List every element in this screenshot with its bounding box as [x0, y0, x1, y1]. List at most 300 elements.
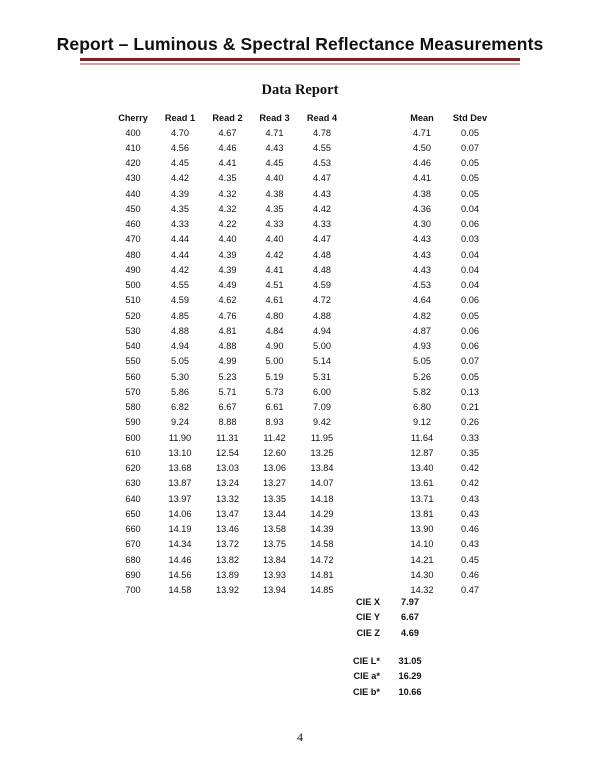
std-dev-cell: 0.04	[461, 249, 479, 260]
std-dev-cell: 0.43	[461, 493, 479, 504]
column-spacer	[346, 156, 398, 171]
read1-cell: 4.88	[171, 325, 189, 336]
read3-cell: 4.41	[265, 264, 284, 275]
std-dev-cell: 0.43	[461, 539, 479, 550]
wavelength-cell: 400	[125, 127, 141, 138]
table-row	[110, 506, 494, 521]
read2-cell: 4.76	[218, 310, 237, 321]
mean-cell: 4.43	[413, 234, 431, 245]
wavelength-cell: 640	[125, 493, 141, 504]
std-dev-cell: 0.42	[461, 478, 479, 489]
read2-cell: 5.71	[218, 386, 237, 397]
cie-lab-row	[330, 669, 440, 685]
read1-cell: 4.39	[171, 188, 189, 199]
mean-cell: 4.38	[413, 188, 431, 199]
mean-cell: 4.64	[413, 295, 431, 306]
read1-cell: 4.55	[171, 280, 189, 291]
table-row	[110, 384, 494, 399]
read4-cell: 4.48	[313, 249, 331, 260]
read3-cell: 4.40	[265, 234, 284, 245]
column-spacer	[346, 293, 398, 308]
table-header-row	[110, 110, 494, 125]
read1-cell: 4.94	[171, 341, 189, 352]
std-dev-cell: 0.03	[461, 234, 479, 245]
column-spacer	[346, 125, 398, 140]
wavelength-cell: 650	[125, 508, 141, 519]
std-dev-cell: 0.26	[461, 417, 479, 428]
cie-lab-block	[330, 653, 440, 700]
read1-cell: 5.30	[171, 371, 189, 382]
wavelength-cell: 560	[125, 371, 141, 382]
read4-cell: 7.09	[313, 402, 331, 413]
std-dev-cell: 0.47	[461, 585, 479, 596]
mean-cell: 13.81	[410, 508, 434, 519]
read1-cell: 4.42	[171, 264, 189, 275]
table-row	[110, 430, 494, 445]
cie-xyz-row	[330, 594, 440, 610]
wavelength-cell: 500	[125, 280, 141, 291]
read2-cell: 4.67	[218, 127, 237, 138]
std-dev-cell: 0.05	[461, 158, 479, 169]
read1-cell: 4.44	[171, 234, 189, 245]
wavelength-cell: 410	[125, 142, 141, 153]
read1-cell: 14.06	[168, 508, 192, 519]
cie-lab-row	[330, 684, 440, 700]
read3-cell: 13.84	[263, 554, 286, 565]
column-spacer	[346, 201, 398, 216]
read4-cell: 6.00	[313, 386, 331, 397]
read3-cell: 13.58	[263, 524, 286, 535]
std-dev-cell: 0.06	[461, 341, 479, 352]
table-row	[110, 491, 494, 506]
read4-cell: 4.59	[313, 280, 331, 291]
wavelength-cell: 620	[125, 463, 141, 474]
table-row	[110, 445, 494, 460]
wavelength-cell: 420	[125, 158, 141, 169]
mean-cell: 4.53	[413, 280, 431, 291]
std-dev-cell: 0.46	[461, 524, 479, 535]
column-spacer	[346, 369, 398, 384]
read2-cell: 13.03	[216, 463, 239, 474]
read4-cell: 13.25	[310, 447, 334, 458]
std-dev-cell: 0.05	[461, 310, 479, 321]
cie-xyz-label: CIE Z	[356, 627, 380, 638]
mean-cell: 13.61	[410, 478, 434, 489]
read3-cell: 4.43	[265, 142, 284, 153]
read4-cell: 4.53	[313, 158, 331, 169]
cie-lab-value: 16.29	[398, 671, 422, 682]
std-dev-cell: 0.07	[461, 142, 479, 153]
column-spacer	[346, 232, 398, 247]
read2-cell: 13.92	[216, 585, 239, 596]
wavelength-cell: 440	[125, 188, 141, 199]
read1-cell: 14.34	[168, 539, 192, 550]
column-spacer	[346, 552, 398, 567]
read1-cell: 14.19	[168, 524, 192, 535]
wavelength-cell: 680	[125, 554, 141, 565]
read4-cell: 4.47	[313, 234, 331, 245]
std-dev-cell: 0.07	[461, 356, 479, 367]
column-spacer	[346, 461, 398, 476]
wavelength-cell: 430	[125, 173, 141, 184]
mean-cell: 4.43	[413, 249, 431, 260]
read3-cell: 4.51	[265, 280, 284, 291]
read2-cell: 4.40	[218, 234, 237, 245]
read3-cell: 13.94	[263, 585, 286, 596]
mean-cell: 14.21	[410, 554, 434, 565]
mean-cell: 14.10	[410, 539, 434, 550]
read3-cell: 13.93	[263, 569, 286, 580]
read2-cell: 13.46	[216, 524, 239, 535]
read4-cell: 11.95	[310, 432, 334, 443]
read4-cell: 4.72	[313, 295, 331, 306]
column-spacer	[346, 278, 398, 293]
read3-cell: 6.61	[265, 402, 284, 413]
read2-cell: 13.89	[216, 569, 239, 580]
read4-cell: 14.18	[310, 493, 334, 504]
read2-cell: 4.41	[218, 158, 237, 169]
wavelength-cell: 510	[125, 295, 141, 306]
table-row	[110, 262, 494, 277]
read3-cell: 13.06	[263, 463, 286, 474]
table-row	[110, 186, 494, 201]
column-spacer	[346, 140, 398, 155]
read2-cell: 4.62	[218, 295, 237, 306]
read4-cell: 5.31	[313, 371, 331, 382]
read3-cell: 4.45	[265, 158, 284, 169]
read3-cell: 13.27	[263, 478, 286, 489]
mean-cell: 4.46	[413, 158, 431, 169]
std-dev-cell: 0.06	[461, 325, 479, 336]
read4-cell: 5.14	[313, 356, 331, 367]
read1-cell: 14.46	[168, 554, 192, 565]
column-spacer	[346, 323, 398, 338]
read2-cell: 4.39	[218, 264, 237, 275]
table-body	[110, 125, 494, 598]
read2-cell: 5.23	[218, 371, 237, 382]
read4-cell: 14.29	[310, 508, 334, 519]
mean-cell: 4.43	[413, 264, 431, 275]
read2-cell: 13.32	[216, 493, 239, 504]
column-spacer	[346, 445, 398, 460]
read4-cell: 5.00	[313, 341, 331, 352]
mean-cell: 14.32	[410, 585, 434, 596]
wavelength-cell: 670	[125, 539, 141, 550]
std-dev-cell: 0.05	[461, 371, 479, 382]
read3-cell: 12.60	[263, 447, 286, 458]
column-spacer	[346, 400, 398, 415]
read3-cell: 5.00	[265, 356, 284, 367]
column-spacer	[346, 354, 398, 369]
column-spacer	[346, 567, 398, 582]
cie-xyz-label: CIE Y	[356, 612, 380, 623]
cie-xyz-value: 7.97	[401, 596, 419, 607]
column-spacer	[346, 186, 398, 201]
cie-xyz-block	[330, 594, 440, 641]
cie-xyz-row	[330, 625, 440, 641]
std-dev-cell: 0.06	[461, 219, 479, 230]
cie-lab-label: CIE b*	[352, 686, 380, 697]
read3-cell: 13.75	[263, 539, 286, 550]
cie-lab-label: CIE L*	[352, 655, 380, 666]
read2-cell: 4.35	[218, 173, 237, 184]
column-header-read4: Read 4	[306, 112, 338, 123]
header-rule-dark	[80, 58, 520, 61]
table-row	[110, 567, 494, 582]
read1-cell: 4.56	[171, 142, 189, 153]
read4-cell: 14.81	[310, 569, 334, 580]
table-row	[110, 369, 494, 384]
column-header-read2: Read 2	[212, 112, 243, 123]
std-dev-cell: 0.45	[461, 554, 479, 565]
read4-cell: 4.43	[313, 188, 331, 199]
read2-cell: 13.72	[216, 539, 239, 550]
column-header-mean: Mean	[410, 112, 434, 123]
cie-lab-value: 31.05	[398, 655, 422, 666]
read2-cell: 4.49	[218, 280, 237, 291]
mean-cell: 13.71	[410, 493, 434, 504]
read1-cell: 4.42	[171, 173, 189, 184]
column-spacer	[346, 430, 398, 445]
column-spacer	[346, 384, 398, 399]
std-dev-cell: 0.13	[461, 386, 479, 397]
read1-cell: 13.68	[168, 463, 192, 474]
read1-cell: 14.56	[168, 569, 192, 580]
section-title: Data Report	[261, 82, 339, 98]
read1-cell: 5.86	[171, 386, 189, 397]
read2-cell: 12.54	[216, 447, 239, 458]
read4-cell: 4.55	[313, 142, 331, 153]
read2-cell: 13.24	[216, 478, 239, 489]
table-row	[110, 278, 494, 293]
table-row	[110, 171, 494, 186]
table-row	[110, 247, 494, 262]
read1-cell: 13.10	[168, 447, 192, 458]
read2-cell: 4.81	[218, 325, 237, 336]
read3-cell: 13.44	[263, 508, 286, 519]
mean-cell: 9.12	[413, 417, 431, 428]
column-spacer	[346, 110, 398, 125]
table-row	[110, 308, 494, 323]
mean-cell: 11.64	[410, 432, 434, 443]
column-spacer	[346, 339, 398, 354]
wavelength-cell: 460	[125, 219, 141, 230]
wavelength-cell: 550	[125, 356, 141, 367]
wavelength-cell: 540	[125, 341, 141, 352]
cie-xyz-row	[330, 610, 440, 626]
read1-cell: 13.87	[168, 478, 192, 489]
wavelength-cell: 580	[125, 402, 141, 413]
wavelength-cell: 660	[125, 524, 141, 535]
std-dev-cell: 0.04	[461, 280, 479, 291]
column-header-std-dev: Std Dev	[452, 112, 488, 123]
mean-cell: 4.82	[413, 310, 431, 321]
wavelength-cell: 630	[125, 478, 141, 489]
read4-cell: 4.94	[313, 325, 331, 336]
read1-cell: 4.85	[171, 310, 189, 321]
page-number: 4	[297, 730, 303, 744]
read4-cell: 4.48	[313, 264, 331, 275]
column-spacer	[346, 506, 398, 521]
std-dev-cell: 0.05	[461, 127, 479, 138]
std-dev-cell: 0.05	[461, 173, 479, 184]
mean-cell: 5.82	[413, 386, 431, 397]
read2-cell: 13.47	[216, 508, 239, 519]
mean-cell: 4.30	[413, 219, 431, 230]
read4-cell: 13.84	[310, 463, 334, 474]
read3-cell: 4.40	[265, 173, 284, 184]
wavelength-cell: 600	[125, 432, 141, 443]
read2-cell: 8.88	[218, 417, 237, 428]
read1-cell: 4.70	[171, 127, 189, 138]
wavelength-cell: 590	[125, 417, 141, 428]
table-row	[110, 339, 494, 354]
wavelength-cell: 470	[125, 234, 141, 245]
read2-cell: 11.31	[216, 432, 239, 443]
mean-cell: 5.26	[413, 371, 431, 382]
read1-cell: 4.45	[171, 158, 189, 169]
cie-lab-row	[330, 653, 440, 669]
read1-cell: 13.97	[168, 493, 192, 504]
column-spacer	[346, 262, 398, 277]
read1-cell: 4.33	[171, 219, 189, 230]
read4-cell: 9.42	[313, 417, 331, 428]
mean-cell: 4.71	[413, 127, 431, 138]
wavelength-cell: 450	[125, 203, 141, 214]
table-row	[110, 537, 494, 552]
mean-cell: 4.41	[413, 173, 431, 184]
table-row	[110, 461, 494, 476]
read3-cell: 4.42	[265, 249, 284, 260]
read3-cell: 4.80	[265, 310, 284, 321]
std-dev-cell: 0.35	[461, 447, 479, 458]
cie-lab-value: 10.66	[398, 686, 422, 697]
read1-cell: 4.35	[171, 203, 189, 214]
wavelength-cell: 520	[125, 310, 141, 321]
read2-cell: 4.32	[218, 188, 237, 199]
read4-cell: 4.47	[313, 173, 331, 184]
std-dev-cell: 0.05	[461, 188, 479, 199]
wavelength-cell: 530	[125, 325, 141, 336]
column-spacer	[346, 537, 398, 552]
read1-cell: 11.90	[168, 432, 192, 443]
read2-cell: 4.39	[218, 249, 237, 260]
std-dev-cell: 0.43	[461, 508, 479, 519]
column-header-read3: Read 3	[259, 112, 290, 123]
read3-cell: 5.73	[265, 386, 284, 397]
table-row	[110, 232, 494, 247]
cie-lab-label: CIE a*	[353, 671, 380, 682]
column-spacer	[346, 217, 398, 232]
column-spacer	[346, 476, 398, 491]
std-dev-cell: 0.21	[461, 402, 479, 413]
read3-cell: 4.90	[265, 341, 284, 352]
read3-cell: 4.71	[265, 127, 284, 138]
mean-cell: 4.87	[413, 325, 431, 336]
read3-cell: 4.35	[265, 203, 284, 214]
table-row	[110, 354, 494, 369]
mean-cell: 5.05	[413, 356, 431, 367]
table-row	[110, 201, 494, 216]
read4-cell: 4.88	[313, 310, 331, 321]
std-dev-cell: 0.04	[461, 203, 479, 214]
read4-cell: 4.33	[313, 219, 331, 230]
table-row	[110, 552, 494, 567]
read1-cell: 14.58	[168, 585, 192, 596]
read4-cell: 4.78	[313, 127, 331, 138]
read1-cell: 9.24	[171, 417, 189, 428]
std-dev-cell: 0.33	[461, 432, 479, 443]
read2-cell: 13.82	[216, 554, 239, 565]
read3-cell: 4.33	[265, 219, 284, 230]
wavelength-cell: 610	[125, 447, 141, 458]
mean-cell: 4.93	[413, 341, 431, 352]
table-row	[110, 323, 494, 338]
report-header-title: Report – Luminous & Spectral Reflectance Measurements	[56, 34, 544, 54]
table-row	[110, 476, 494, 491]
std-dev-cell: 0.46	[461, 569, 479, 580]
read4-cell: 14.07	[310, 478, 334, 489]
std-dev-cell: 0.06	[461, 295, 479, 306]
table-row	[110, 293, 494, 308]
read4-cell: 14.58	[310, 539, 334, 550]
column-spacer	[346, 247, 398, 262]
read2-cell: 6.67	[218, 402, 237, 413]
read3-cell: 4.84	[265, 325, 284, 336]
mean-cell: 12.87	[410, 447, 434, 458]
read2-cell: 4.88	[218, 341, 237, 352]
cie-xyz-label: CIE X	[356, 596, 380, 607]
mean-cell: 13.90	[410, 524, 434, 535]
mean-cell: 13.40	[410, 463, 434, 474]
read3-cell: 13.35	[263, 493, 286, 504]
column-spacer	[346, 308, 398, 323]
wavelength-cell: 490	[125, 264, 141, 275]
read2-cell: 4.22	[218, 219, 237, 230]
read4-cell: 14.39	[310, 524, 334, 535]
read1-cell: 6.82	[171, 402, 189, 413]
wavelength-cell: 690	[125, 569, 141, 580]
table-row	[110, 400, 494, 415]
read4-cell: 14.85	[310, 585, 334, 596]
column-spacer	[346, 415, 398, 430]
read3-cell: 4.38	[265, 188, 284, 199]
table-row	[110, 522, 494, 537]
column-spacer	[346, 522, 398, 537]
column-header-read1: Read 1	[164, 112, 196, 123]
cie-xyz-value: 4.69	[401, 627, 419, 638]
read1-cell: 5.05	[171, 356, 189, 367]
read4-cell: 14.72	[310, 554, 334, 565]
read1-cell: 4.44	[171, 249, 189, 260]
table-row	[110, 217, 494, 232]
mean-cell: 6.80	[413, 402, 431, 413]
read1-cell: 4.59	[171, 295, 189, 306]
cie-xyz-value: 6.67	[401, 612, 419, 623]
mean-cell: 14.30	[410, 569, 434, 580]
std-dev-cell: 0.42	[461, 463, 479, 474]
column-spacer	[346, 171, 398, 186]
read3-cell: 5.19	[265, 371, 284, 382]
header-rule-light	[80, 63, 520, 65]
read3-cell: 8.93	[265, 417, 284, 428]
read2-cell: 4.32	[218, 203, 237, 214]
mean-cell: 4.36	[413, 203, 431, 214]
read3-cell: 4.61	[265, 295, 284, 306]
wavelength-cell: 700	[125, 585, 141, 596]
wavelength-cell: 570	[125, 386, 141, 397]
read2-cell: 4.46	[218, 142, 237, 153]
